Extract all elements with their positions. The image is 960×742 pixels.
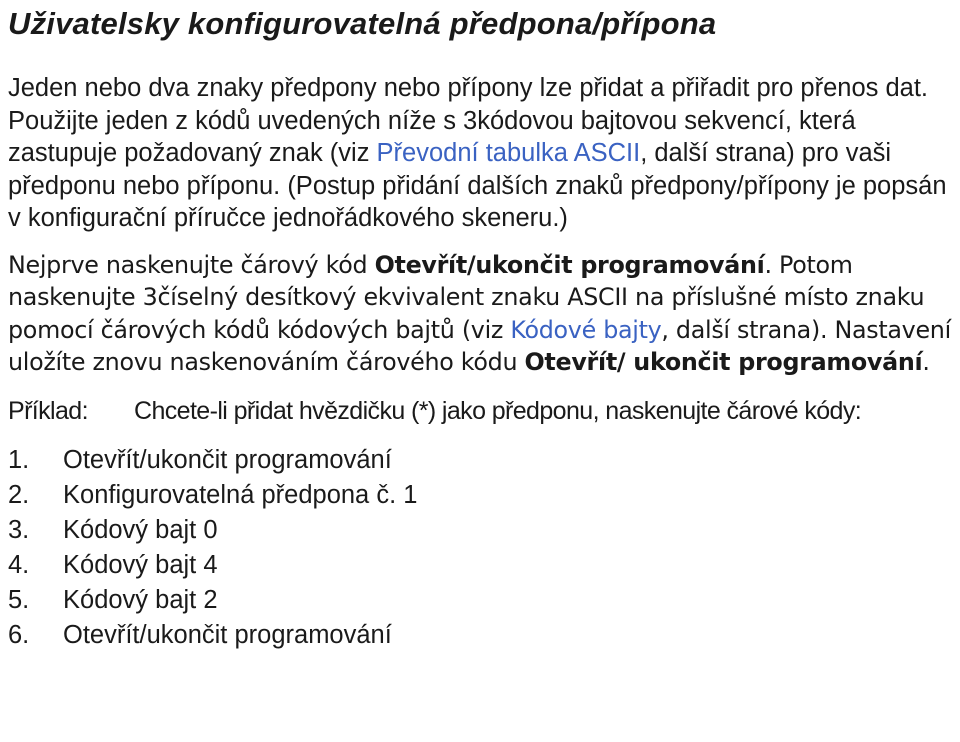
open-close-programming-bold-1: Otevřít/ukončit programování [374,250,765,279]
steps-list [8,443,956,653]
step-number: 6. [8,621,30,649]
list-item [8,618,956,653]
step-text: Kódový bajt 0 [63,516,218,544]
list-item [8,583,956,618]
page-title: Uživatelsky konfigurovatelná předpona/přípona [8,6,717,41]
step-number: 1. [8,446,30,474]
example-text: Chcete-li přidat hvězdičku (*) jako předponu, naskenujte čárové kódy: [134,396,862,425]
step-text: Konfigurovatelná předpona č. 1 [63,481,418,509]
ascii-table-link[interactable]: Převodní tabulka ASCII [376,139,641,167]
document-page [8,0,956,653]
instructions-text-2: . Potom naskenujte 3číselný desítkový ekvivalent znaku ASCII na příslušné místo znaku pomocí čárových kódů kódových bajtů (viz [8,250,925,344]
instructions-text-4: . [922,348,930,376]
step-number: 4. [8,551,30,579]
intro-text-2: , další strana) pro vaši předponu nebo příponu. (Postup přidání dalších znaků předpony/přípony je popsán v konfigurační příručce jednořádkového skeneru.) [8,139,947,232]
list-item [8,443,956,478]
instructions-paragraph [8,249,956,379]
list-item [8,548,956,583]
instructions-text-3: , další strana). Nastavení uložíte znovu naskenováním čárového kódu [8,315,951,376]
intro-text-1: Jeden nebo dva znaky předpony nebo přípony lze přidat a přiřadit pro přenos dat. Použijte jeden z kódů uvedených níže s 3kódovou bajtovou sekvencí, která zastupuje požadovaný znak (viz [8,74,929,167]
list-item [8,513,956,548]
step-text: Otevřít/ukončit programování [63,446,392,474]
intro-paragraph [8,72,956,235]
list-item [8,478,956,513]
instructions-text-1: Nejprve naskenujte čárový kód [8,250,375,279]
code-bytes-link[interactable]: Kódové bajty [510,315,662,344]
open-close-programming-bold-2: Otevřít/ ukončit programování [524,348,923,376]
example-label: Příklad: [8,396,88,425]
example-block [8,395,956,428]
step-number: 3. [8,516,30,544]
step-number: 5. [8,586,30,614]
step-text: Kódový bajt 2 [63,586,218,614]
step-text: Kódový bajt 4 [63,551,218,579]
step-number: 2. [8,481,30,509]
step-text: Otevřít/ukončit programování [63,621,392,649]
